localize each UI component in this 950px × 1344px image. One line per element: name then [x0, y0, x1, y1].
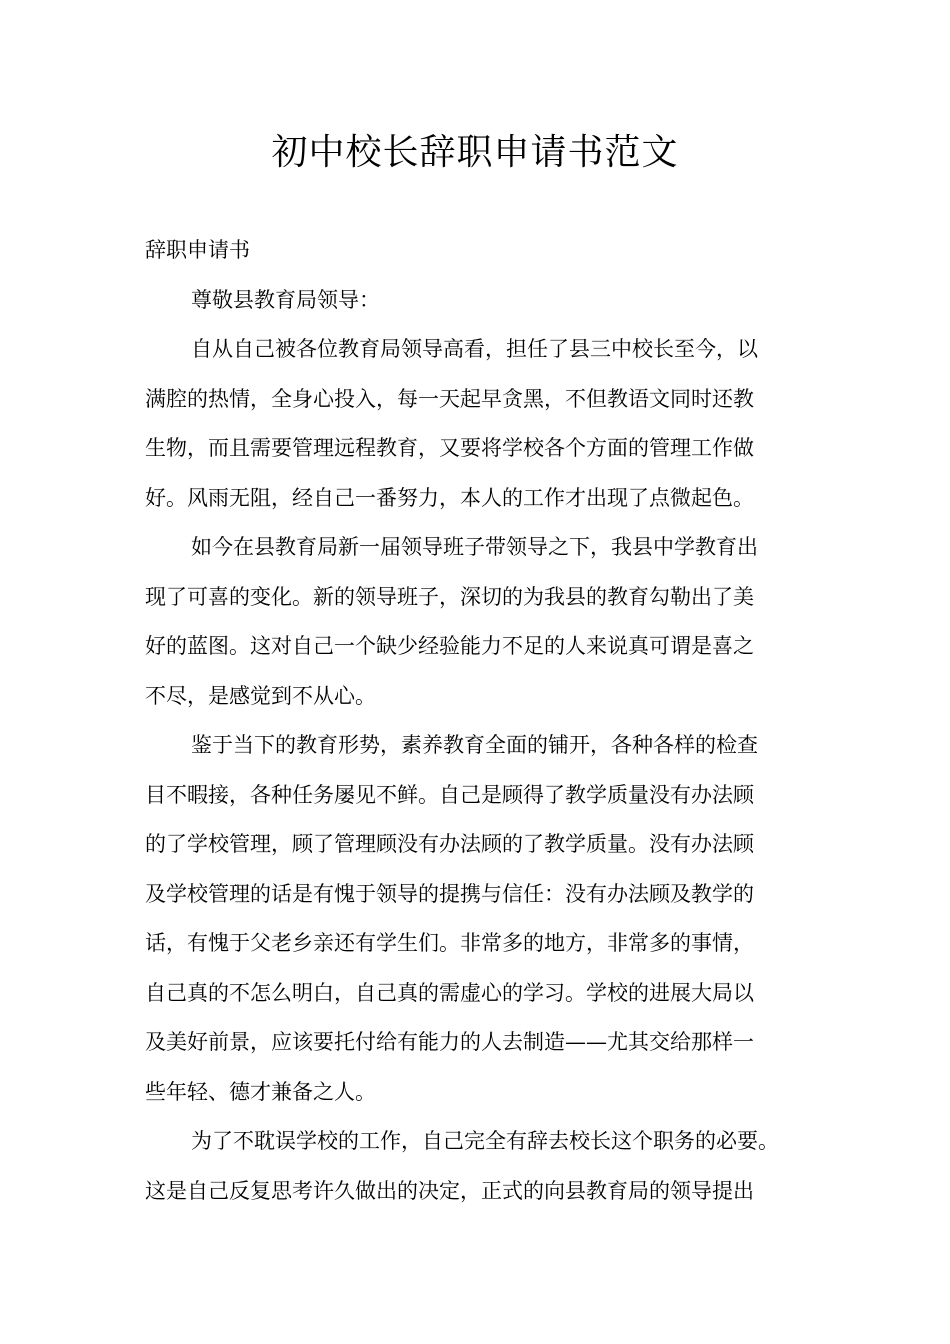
document-title: 初中校长辞职申请书范文	[271, 132, 679, 173]
paragraph-line: 现了可喜的变化。新的领导班子，深切的为我县的教育勾勒出了美	[145, 584, 754, 609]
document-heading: 辞职申请书	[145, 238, 250, 262]
paragraph-line: 好。风雨无阻，经自己一番努力，本人的工作才出现了点微起色。	[145, 485, 754, 510]
salutation: 尊敬县教育局领导：	[191, 287, 380, 312]
paragraph	[145, 523, 825, 721]
paragraph-line: 目不暇接，各种任务屡见不鲜。自己是顾得了教学质量没有办法顾	[145, 782, 754, 807]
paragraph-line: 好的蓝图。这对自己一个缺少经验能力不足的人来说真可谓是喜之	[145, 634, 754, 658]
paragraph-line: 自己真的不怎么明白，自己真的需虚心的学习。学校的进展大局以	[145, 980, 754, 1005]
paragraph-line: 些年轻、德才兼备之人。	[145, 1079, 376, 1104]
paragraph-line: 为了不耽误学校的工作，自己完全有辞去校长这个职务的必要。	[191, 1129, 779, 1153]
paragraph	[145, 1117, 825, 1216]
paragraph-line: 的了学校管理，顾了管理顾没有办法顾的了教学质量。没有办法顾	[145, 832, 754, 856]
paragraph-line: 不尽，是感觉到不从心。	[145, 683, 376, 708]
paragraph-line: 满腔的热情，全身心投入，每一天起早贪黑，不但教语文同时还教	[145, 386, 754, 411]
paragraph-line: 如今在县教育局新一届领导班子带领导之下，我县中学教育出	[191, 535, 758, 559]
paragraph-line: 这是自己反复思考许久做出的决定，正式的向县教育局的领导提出	[145, 1178, 754, 1203]
paragraph-line: 话，有愧于父老乡亲还有学生们。非常多的地方，非常多的事情，	[145, 931, 754, 955]
paragraph-line: 自从自己被各位教育局领导高看，担任了县三中校长至今，以	[191, 337, 758, 361]
document-body	[145, 226, 825, 1216]
paragraph-line: 及美好前景，应该要托付给有能力的人去制造——尤其交给那样一	[145, 1030, 754, 1054]
paragraph-line: 鉴于当下的教育形势，素养教育全面的铺开，各种各样的检查	[191, 733, 758, 757]
paragraph-line: 生物，而且需要管理远程教育，又要将学校各个方面的管理工作做	[145, 436, 754, 460]
paragraph-line: 及学校管理的话是有愧于领导的提携与信任：没有办法顾及教学的	[145, 881, 754, 906]
paragraph	[145, 721, 825, 1117]
paragraph	[145, 325, 825, 523]
